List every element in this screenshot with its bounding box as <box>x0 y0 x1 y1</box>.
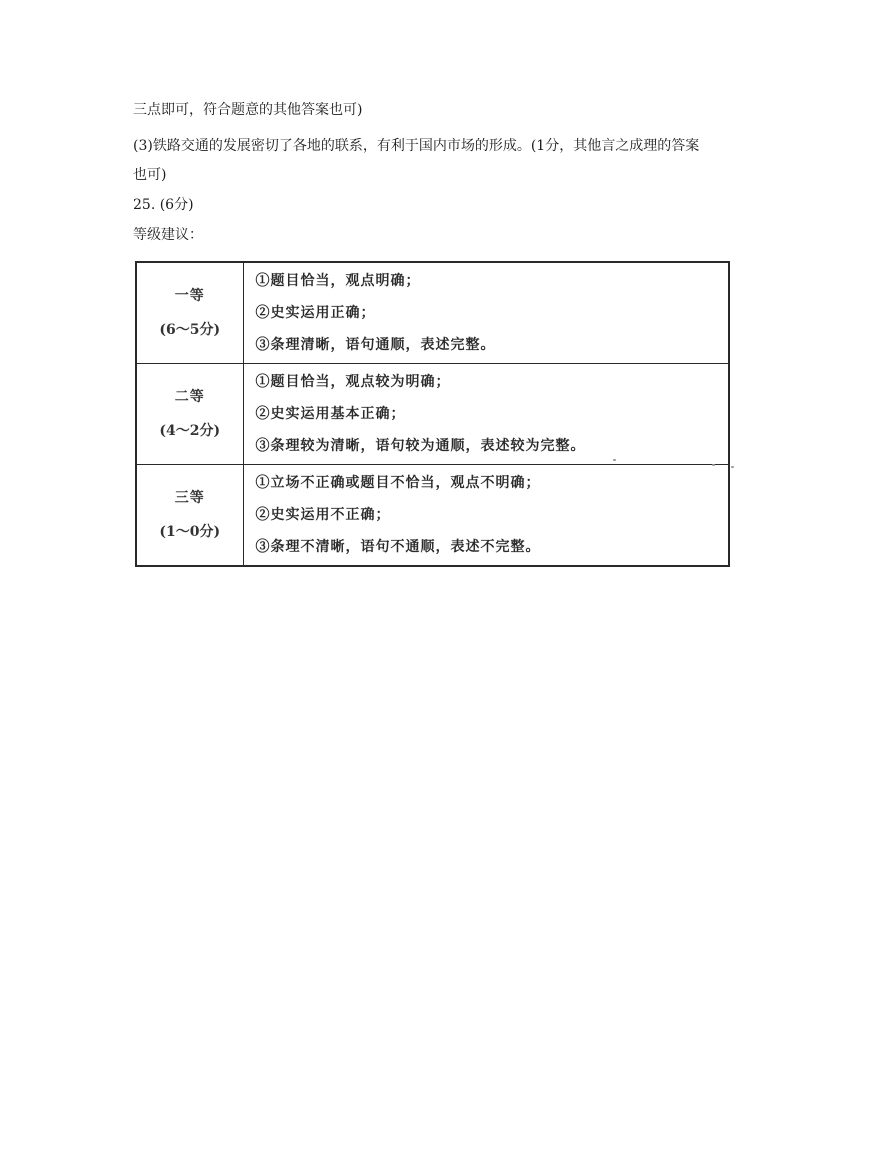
answer-item-3-line: (3)铁路交通的发展密切了各地的联系，有利于国内市场的形成。(1分，其他言之成理的答案 <box>133 138 700 154</box>
grade-score-range: (1～0分) <box>159 524 221 541</box>
grade-score-range: (6～5分) <box>159 321 221 338</box>
grade-criteria-cell <box>243 262 729 363</box>
grade-score-range: (4～2分) <box>159 422 221 439</box>
grade-level-name: 一等 <box>174 287 205 304</box>
grade-level-cell <box>136 363 243 464</box>
grade-criteria-cell <box>243 465 729 566</box>
grade-criterion: ③条理不清晰，语句不通顺，表述不完整。 <box>255 539 541 556</box>
grade-row-second <box>136 363 729 464</box>
grade-criterion: ①题目恰当，观点较为明确； <box>255 373 451 390</box>
grade-criterion: ③条理较为清晰，语句较为通顺，表述较为完整。 <box>255 437 586 454</box>
grade-suggestion-heading: 等级建议： <box>133 227 203 243</box>
answer-item-3-continuation: 也可) <box>133 167 167 183</box>
grade-criterion: ③条理清晰，语句通顺，表述完整。 <box>255 336 496 353</box>
answer-continuation-line: 三点即可，符合题意的其他答案也可) <box>133 102 363 118</box>
grade-criterion: ①立场不正确或题目不恰当，观点不明确； <box>255 475 541 492</box>
scan-speck-mark <box>613 459 616 461</box>
grading-table <box>135 261 730 567</box>
grade-row-third <box>136 465 729 566</box>
grade-row-first <box>136 262 729 363</box>
grade-criterion: ②史实运用正确； <box>255 304 376 321</box>
grade-level-cell <box>136 262 243 363</box>
grade-criterion: ②史实运用基本正确； <box>255 405 406 422</box>
grade-level-name: 二等 <box>174 388 205 405</box>
grade-criterion: ②史实运用不正确； <box>255 507 391 524</box>
grade-level-name: 三等 <box>174 490 205 507</box>
grade-criterion: ①题目恰当，观点明确； <box>255 272 421 289</box>
question-25-heading: 25. (6分) <box>133 197 194 213</box>
scan-speck-mark <box>712 464 715 466</box>
scan-speck-mark <box>731 466 734 468</box>
grade-level-cell <box>136 465 243 566</box>
grade-criteria-cell <box>243 363 729 464</box>
